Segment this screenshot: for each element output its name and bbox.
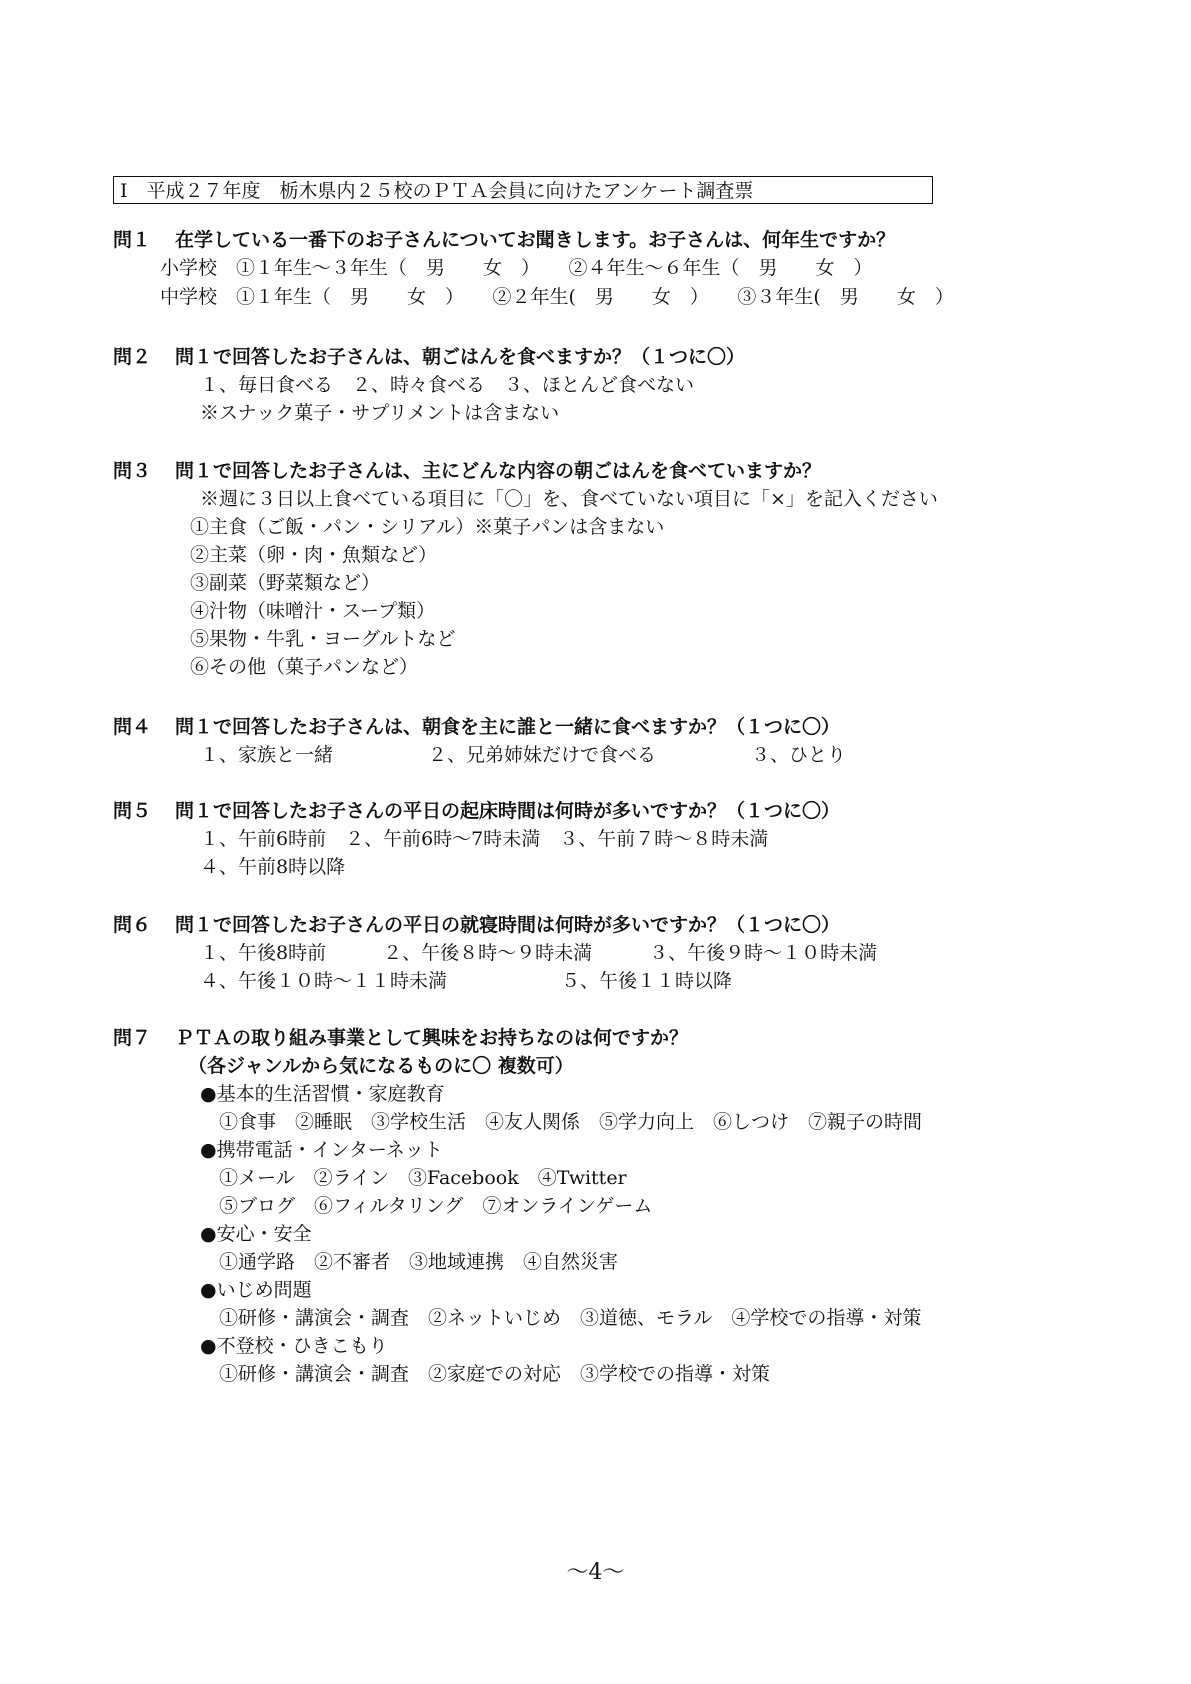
question-1 [113, 228, 1043, 252]
question-number: 問２ [113, 346, 152, 368]
answer-line: ⑥その他（菓子パンなど） [190, 656, 419, 678]
answer-line: ⑤ブログ ⑥フィルタリング ⑦オンラインゲーム [200, 1195, 653, 1217]
page-number: ～4～ [566, 1560, 625, 1585]
question-4 [113, 715, 1043, 739]
genre-heading: ●安心・安全 [200, 1223, 312, 1245]
question-text: 問１で回答したお子さんは、主にどんな内容の朝ごはんを食べていますか？ [175, 460, 822, 482]
answer-line: １、毎日食べる ２、時々食べる ３、ほとんど食べない [200, 374, 695, 396]
answer-line: ①メール ②ライン ③Facebook ④Twitter [200, 1167, 627, 1189]
answer-line: ※週に３日以上食べている項目に「〇」を、食べていない項目に「×」を記入ください [200, 488, 938, 510]
answer-line: ①食事 ②睡眠 ③学校生活 ④友人関係 ⑤学力向上 ⑥しつけ ⑦親子の時間 [200, 1111, 923, 1133]
answer-line: ⑤果物・牛乳・ヨーグルトなど [190, 628, 456, 650]
survey-title: Ⅰ 平成２７年度 栃木県内２５校のＰＴＡ会員に向けたアンケート調査票 [113, 176, 933, 204]
answer-line: 中学校 ①１年生（ 男 女 ） ②２年生( 男 女 ） ③３年生( 男 女 ） [160, 286, 954, 308]
question-3 [113, 459, 1043, 483]
answer-line: １、午後8時前 ２、午後８時～９時未満 ３、午後９時～１０時未満 [200, 942, 878, 964]
answer-line: ④汁物（味噌汁・スープ類） [190, 600, 436, 622]
answer-line: 小学校 ①１年生～３年生（ 男 女 ） ②４年生～６年生（ 男 女 ） [160, 257, 873, 279]
answer-line: ※スナック菓子・サプリメントは含まない [200, 402, 560, 424]
question-number: 問３ [113, 460, 152, 482]
answer-line: ①主食（ご飯・パン・シリアル）※菓子パンは含まない [190, 516, 665, 538]
question-number: 問６ [113, 914, 152, 936]
genre-heading: ●基本的生活習慣・家庭教育 [200, 1083, 445, 1105]
question-number: 問５ [113, 800, 152, 822]
question-2 [113, 345, 1043, 369]
question-number: 問４ [113, 716, 152, 738]
answer-line: ①研修・講演会・調査 ②ネットいじめ ③道徳、モラル ④学校での指導・対策 [200, 1307, 922, 1329]
genre-heading: ●いじめ問題 [200, 1279, 312, 1301]
answer-line: ③副菜（野菜類など） [190, 572, 381, 594]
answer-line: １、家族と一緒 ２、兄弟姉妹だけで食べる ３、ひとり [200, 744, 847, 766]
question-6 [113, 913, 1043, 937]
question-text: 在学している一番下のお子さんについてお聞きします。お子さんは、何年生ですか？ [175, 229, 896, 251]
genre-heading: ●不登校・ひきこもり [200, 1335, 388, 1357]
question-text: 問１で回答したお子さんの平日の就寝時間は何時が多いですか？（１つに〇） [175, 914, 841, 936]
question-text: 問１で回答したお子さんは、朝食を主に誰と一緒に食べますか？（１つに〇） [175, 716, 841, 738]
answer-line: ４、午後１０時～１１時未満 ５、午後１１時以降 [200, 970, 733, 992]
answer-line: ①研修・講演会・調査 ②家庭での対応 ③学校での指導・対策 [200, 1363, 771, 1385]
question-subtext: （各ジャンルから気になるものに〇 複数可） [188, 1055, 574, 1077]
genre-heading: ●携帯電話・インターネット [200, 1139, 443, 1161]
question-number: 問１ [113, 229, 152, 251]
answer-line: ４、午前8時以降 [200, 856, 346, 878]
question-7 [113, 1026, 1043, 1050]
question-text: 問１で回答したお子さんは、朝ごはんを食べますか？（１つに〇） [175, 346, 746, 368]
answer-line: ②主菜（卵・肉・魚類など） [190, 544, 438, 566]
answer-line: ①通学路 ②不審者 ③地域連携 ④自然災害 [200, 1251, 619, 1273]
question-text: ＰＴＡの取り組み事業として興味をお持ちなのは何ですか？ [175, 1027, 689, 1049]
question-text: 問１で回答したお子さんの平日の起床時間は何時が多いですか？（１つに〇） [175, 800, 841, 822]
question-number: 問７ [113, 1027, 152, 1049]
answer-line: １、午前6時前 ２、午前6時～7時未満 ３、午前７時～８時未満 [200, 828, 769, 850]
question-5 [113, 799, 1043, 823]
